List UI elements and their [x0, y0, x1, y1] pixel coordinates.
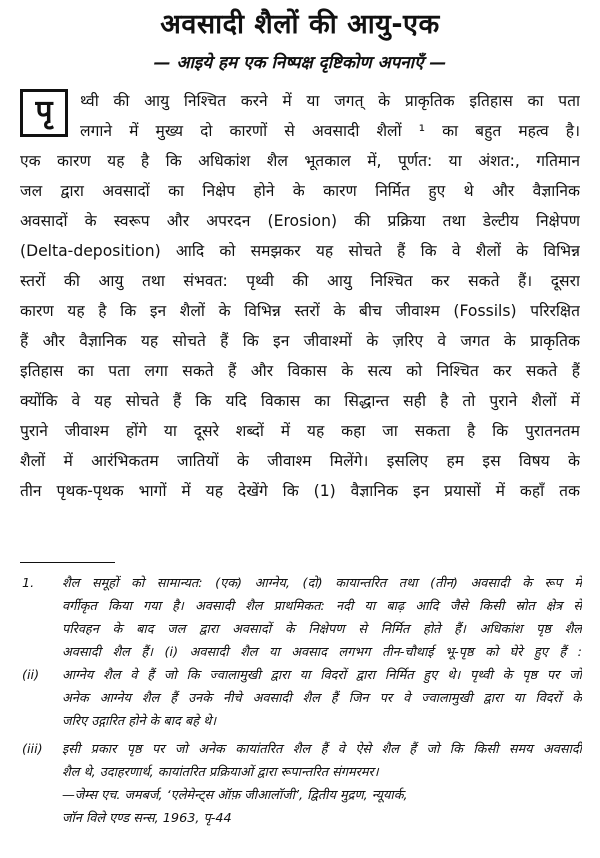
body-line: शैलों में आरंभिकतम जातियों के जीवाश्म मिलेंगे। इसलिए हम इस विषय के — [20, 452, 580, 470]
footnote-rule — [20, 562, 115, 563]
page-subtitle: — आइये हम एक निष्पक्ष दृष्टिकोण अपनाएँ — — [153, 53, 447, 73]
body-line: इतिहास का पता लगा सकते हैं और विकास के सत्य को निश्चित कर सकते हैं — [20, 362, 580, 380]
body-line: स्तरों की आयु तथा संभवत: पृथ्वी की आयु निश्चित कर सकते हैं। दूसरा — [20, 272, 580, 290]
drop-cap: पृ — [20, 89, 68, 137]
page-title: अवसादी शैलों की आयु-एक — [160, 9, 440, 40]
footnote-marker: 1. — [22, 576, 35, 591]
footnote-line: जरिए उद्गारित होने के बाद बहे थे। — [62, 714, 217, 729]
body-line: तीन पृथक-पृथक भागों में यह देखेंगे कि (1) वैज्ञानिक इन प्रयासों में कहाँ तक — [20, 482, 580, 500]
body-line: क्योंकि वे यह सोचते हैं कि यदि विकास का सिद्धान्त सही है तो पुराने शैलों में — [20, 392, 580, 410]
citation-line: जॉन विले एण्ड सन्स, 1963, पृ-44 — [62, 811, 232, 826]
body-line: एक कारण यह है कि अधिकांश शैल भूतकाल में, पूर्णत: या अंशत:, गतिमान — [20, 152, 580, 170]
footnote-line: आग्नेय शैल वे हैं जो कि ज्वालामुखी द्वारा या विदरों द्वारा निर्मित हुए थे। पृथ्वी के पृष्ठ पर जो — [62, 668, 582, 683]
footnote-line: परिवहन के बाद जल द्वारा अवसादों के निक्षेपण से निर्मित होते हैं। अधिकांश पृष्ठ शैल — [62, 622, 582, 637]
footnote-line: शैल थे, उदाहरणार्थ, कायांतरित प्रक्रियाओं द्वारा रूपान्तरित संगमरमर। — [62, 765, 379, 780]
footnote-line: इसी प्रकार पृष्ठ पर जो अनेक कायांतरित शैल हैं वे ऐसे शैल हैं जो कि किसी समय अवसादी — [62, 742, 582, 757]
footnote-line: शैल समूहों को सामान्यत: (एक) आग्नेय, (दो) कायान्तरित तथा (तीन) अवसादी के रूप में — [62, 576, 582, 591]
body-line: पुराने जीवाश्म होंगे या दूसरे शब्दों में यह कहा जा सकता है कि पुरातनतम — [20, 422, 580, 440]
footnote-marker: (ii) — [22, 668, 40, 683]
body-line: (Delta-deposition) आदि को समझकर यह सोचते हैं कि वे शैलों के विभिन्न — [20, 242, 580, 260]
body-line: अवसादों के स्वरूप और अपरदन (Erosion) की प्रक्रिया तथा डेल्टीय निक्षेपण — [20, 212, 580, 230]
footnote-line: अनेक आग्नेय शैल हैं उनके नीचे अवसादी शैल हैं जिन पर वे ज्वालामुखी द्वारा या विदरों के — [62, 691, 582, 706]
footnote-line: अवसादी शैल हैं। (i) अवसादी शैल या अवसाद लगभग तीन-चौथाई भू-पृष्ठ को घेरे हुए हैं : — [62, 645, 582, 660]
footnote-line: वर्गीकृत किया गया है। अवसादी शैल प्राथमिकत: नदी या बाढ़ आदि जैसे किसी स्रोत क्षेत्र से — [62, 599, 582, 614]
body-line: लगाने में मुख्य दो कारणों से अवसादी शैलों ¹ का बहुत महत्व है। — [80, 122, 580, 140]
citation-line: —जेम्स एच. जमबर्ज, ‘एलेमेन्ट्स ऑफ़ जीआलॉजी’, द्वितीय मुद्रण, न्यूयार्क, — [62, 788, 408, 803]
body-line: हैं और वैज्ञानिक यह सोचते हैं कि इन जीवाश्मों के ज़रिए वे जगत के प्राकृतिक — [20, 332, 580, 350]
body-line: थ्वी की आयु निश्चित करने में या जगत् के प्राकृतिक इतिहास का पता — [80, 92, 580, 110]
body-line: जल द्वारा अवसादों का निक्षेप होने के कारण निर्मित हुए थे और वैज्ञानिक — [20, 182, 580, 200]
footnote-marker: (iii) — [22, 742, 43, 757]
body-line: कारण यह है कि इन शैलों के विभिन्न स्तरों के बीच जीवाश्म (Fossils) परिरक्षित — [20, 302, 580, 320]
